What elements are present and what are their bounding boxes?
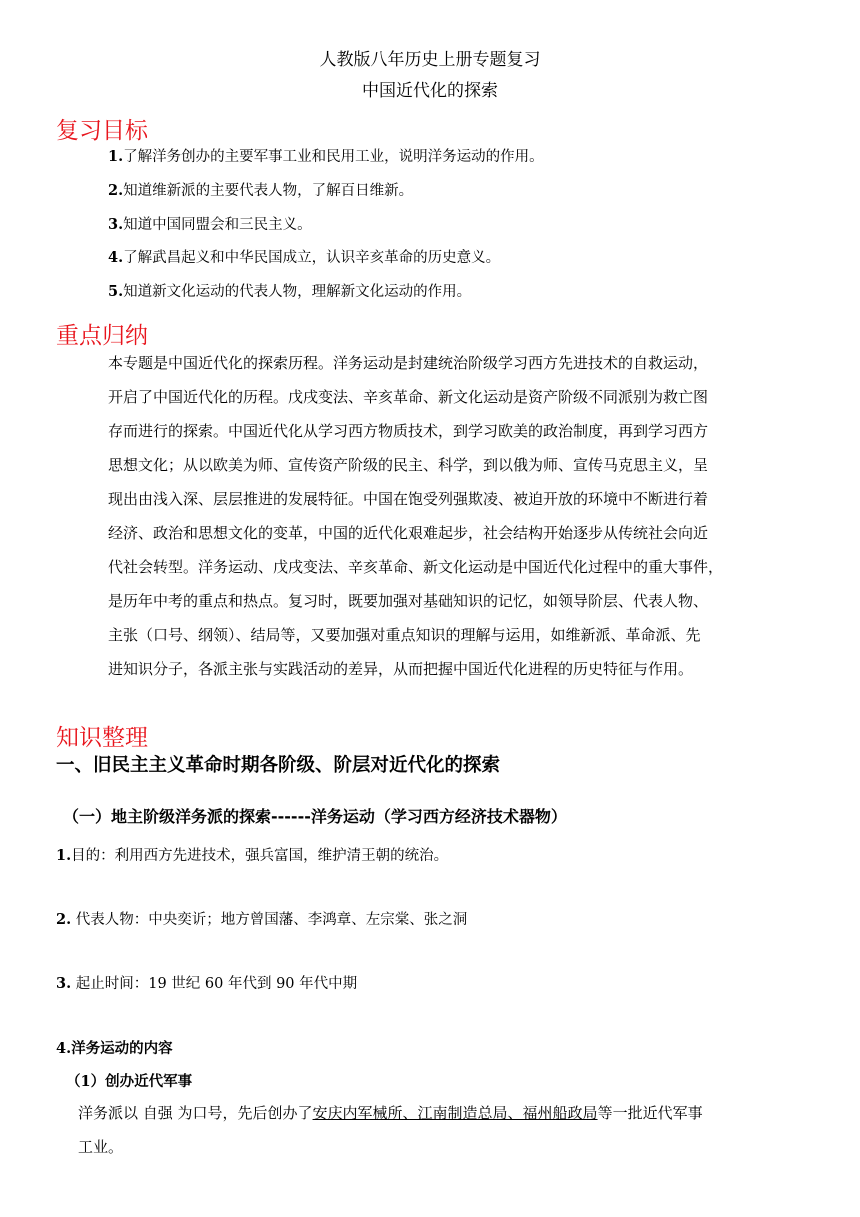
paragraph-line: 进知识分子，各派主张与实践活动的差异，从而把握中国近代化进程的历史特征与作用。 — [108, 660, 694, 678]
paragraph-line: 工业。 — [78, 1138, 124, 1156]
document-title: 人教版八年历史上册专题复习 — [319, 50, 541, 70]
paragraph-line: 经济、政治和思想文化的变革，中国的近代化艰难起步，社会结构开始逐步从传统社会向近 — [108, 524, 709, 542]
paragraph-line: 开启了中国近代化的历程。戊戌变法、辛亥革命、新文化运动是资产阶级不同派别为救亡图 — [108, 388, 709, 406]
paragraph-line: 思想文化；从以欧美为师、宣传资产阶级的民主、科学，到以俄为师、宣传马克思主义，呈 — [108, 456, 709, 474]
paragraph-line: 代社会转型。洋务运动、戊戌变法、辛亥革命、新文化运动是中国近代化过程中的重大事件， — [108, 558, 724, 576]
paragraph-line: 本专题是中国近代化的探索历程。洋务运动是封建统治阶级学习西方先进技术的自救运动， — [108, 354, 709, 372]
paragraph-line: 主张（口号、纲领）、结局等，又要加强对重点知识的理解与运用，如维新派、革命派、先 — [108, 626, 701, 644]
paragraph-line: 现出由浅入深、层层推进的发展特征。中国在饱受列强欺凌、被迫开放的环境中不断进行着 — [108, 490, 709, 508]
underlined-text: 安庆内军械所、江南制造总局、福州船政局 — [312, 1104, 598, 1122]
point-period: 3. 起止时间：19 世纪 60 年代到 90 年代中期 — [56, 975, 358, 992]
part-title: 一、旧民主主义革命时期各阶级、阶层对近代化的探索 — [56, 755, 501, 776]
key-points-heading: 重点归纳 — [56, 323, 148, 349]
paragraph-line: 是历年中考的重点和热点。复习时，既要加强对基础知识的记忆，如领导阶层、代表人物、 — [108, 592, 709, 610]
key-points-paragraph — [108, 346, 808, 686]
knowledge-heading: 知识整理 — [56, 725, 148, 751]
goal-item: 2.知道维新派的主要代表人物，了解百日维新。 — [108, 182, 414, 199]
paragraph-line: 洋务派以 自强 为口号，先后创办了安庆内军械所、江南制造总局、福州船政局等一批近代军事 — [78, 1104, 703, 1122]
point-purpose: 1.目的：利用西方先进技术，强兵富国，维护清王朝的统治。 — [56, 847, 449, 864]
point-representatives: 2. 代表人物：中央奕䜣；地方曾国藩、李鸿章、左宗棠、张之洞 — [56, 911, 468, 928]
section-title: （一）地主阶级洋务派的探索------洋务运动（学习西方经济技术器物） — [63, 807, 567, 826]
goal-item: 3.知道中国同盟会和三民主义。 — [108, 216, 312, 233]
review-goals-heading: 复习目标 — [56, 118, 148, 144]
subpoint-body — [78, 1096, 808, 1164]
paragraph-line: 存而进行的探索。中国近代化从学习西方物质技术，到学习欧美的政治制度，再到学习西方 — [108, 422, 709, 440]
subpoint-heading: （1）创办近代军事 — [66, 1073, 193, 1090]
goal-item: 1.了解洋务创办的主要军事工业和民用工业，说明洋务运动的作用。 — [108, 148, 544, 165]
goal-item: 4.了解武昌起义和中华民国成立，认识辛亥革命的历史意义。 — [108, 249, 501, 266]
goal-item: 5.知道新文化运动的代表人物，理解新文化运动的作用。 — [108, 283, 472, 300]
document-subtitle: 中国近代化的探索 — [362, 81, 498, 101]
point-content-heading: 4.洋务运动的内容 — [56, 1040, 173, 1057]
